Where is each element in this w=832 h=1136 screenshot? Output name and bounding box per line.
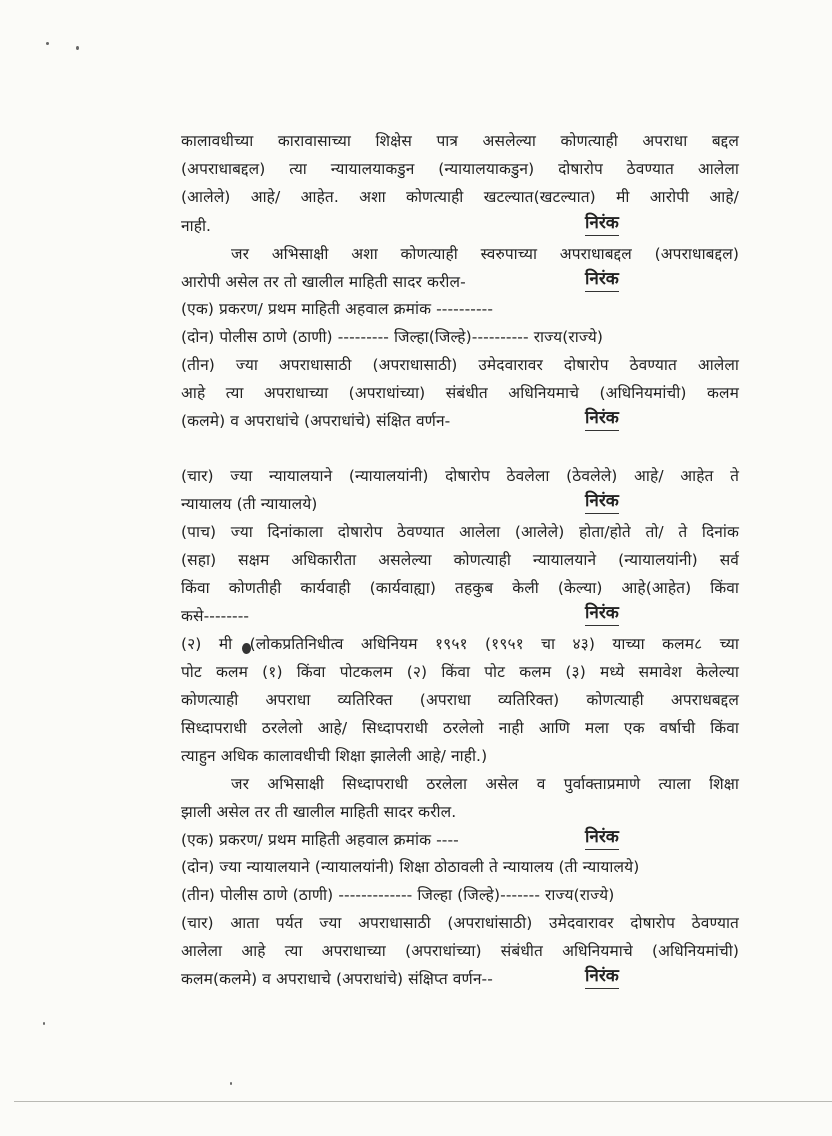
nirank-label: निरंक — [585, 603, 619, 626]
text-line: कलम(कलमे) व अपराधाचे (अपराधांचे) संक्षिप्त वर्णन-- — [181, 970, 493, 988]
nirank-label: निरंक — [585, 966, 619, 989]
nirank-label: निरंक — [585, 491, 619, 514]
text-line: झाली असेल तर ती खालील माहिती सादर करील. — [181, 803, 457, 821]
text-line: जर अभिसाक्षी सिध्दापराधी ठरलेला असेल व पुर्वाक्ताप्रमाणे त्याला शिक्षा — [231, 775, 739, 793]
text-line: आलेला आहे त्या अपराधाच्या (अपराधांच्या) संबंधीत अधिनियमाचे (अधिनियमांची) — [181, 942, 739, 960]
text-line: कालावधीच्या कारावासाच्या शिक्षेस पात्र असलेल्या कोणत्याही अपराधा बद्दल — [181, 132, 739, 150]
text-line: (एक) प्रकरण/ प्रथम माहिती अहवाल क्रमांक ---- — [181, 831, 459, 849]
text-line: सिध्दापराधी ठरलेलो आहे/ सिध्दापराधी ठरलेलो नाही आणि मला एक वर्षाची किंवा — [181, 719, 739, 737]
text-line: (तीन) पोलीस ठाणे (ठाणी) ------------- जिल्हा (जिल्हे)------- राज्य(राज्ये) — [181, 886, 615, 904]
scan-speck — [76, 46, 79, 50]
nirank-label: निरंक — [585, 827, 619, 850]
text-line: किंवा कोणतीही कार्यवाही (कार्यवाह्या) तहकुब केली (केल्या) आहे(आहेत) किंवा — [181, 579, 739, 597]
text-line: (अपराधाबद्दल) त्या न्यायालयाकडुन (न्यायालयाकडुन) दोषारोप ठेवण्यात आलेला — [181, 160, 739, 178]
text-line: कोणत्याही अपराधा व्यतिरिक्त (अपराधा व्यतिरिक्त) कोणत्याही अपराधबद्दल — [181, 691, 739, 709]
text-line: (पाच) ज्या दिनांकाला दोषारोप ठेवण्यात आलेला (आलेले) होता/होते तो/ ते दिनांक — [181, 523, 739, 541]
scan-speck — [230, 1082, 232, 1085]
text-line: (सहा) सक्षम अधिकारीता असलेल्या कोणत्याही न्यायालयाने (न्यायालयांनी) सर्व — [181, 551, 739, 569]
text-line: न्यायालय (ती न्यायालये) — [181, 495, 318, 513]
text-line: (एक) प्रकरण/ प्रथम माहिती अहवाल क्रमांक ---------- — [181, 300, 494, 318]
text-line: त्याहुन अधिक कालावधीची शिक्षा झालेली आहे/ नाही.) — [181, 747, 488, 765]
text-line: नाही. — [181, 217, 212, 235]
nirank-label: निरंक — [585, 213, 619, 236]
scan-speck — [46, 42, 49, 45]
text-line: आरोपी असेल तर तो खालील माहिती सादर करील- — [181, 273, 466, 291]
text-line: (दोन) ज्या न्यायालयाने (न्यायालयांनी) शिक्षा ठोठावली ते न्यायालय (ती न्यायालये) — [181, 858, 640, 876]
text-line: पोट कलम (१) किंवा पोटकलम (२) किंवा पोट कलम (३) मध्ये समावेश केलेल्या — [181, 663, 739, 681]
scan-speck — [43, 1022, 45, 1025]
text-line: (कलमे) व अपराधांचे (अपराधांचे) संक्षित वर्णन- — [181, 412, 451, 430]
text-line: (दोन) पोलीस ठाणे (ठाणी) --------- जिल्हा(जिल्हे)---------- राज्य(राज्ये) — [181, 328, 604, 346]
nirank-label: निरंक — [585, 269, 619, 292]
scan-edge-line — [14, 1101, 832, 1102]
text-line: कसे-------- — [181, 607, 250, 625]
text-line: (चार) आता पर्यत ज्या अपराधासाठी (अपराधांसाठी) उमेदवारावर दोषारोप ठेवण्यात — [181, 914, 739, 932]
text-line: आहे त्या अपराधाच्या (अपराधांच्या) संबंधीत अधिनियमाचे (अधिनियमांची) कलम — [181, 384, 739, 402]
text-line: (तीन) ज्या अपराधासाठी (अपराधासाठी) उमेदवारावर दोषारोप ठेवण्यात आलेला — [181, 356, 739, 374]
nirank-label: निरंक — [585, 408, 619, 431]
text-line: (चार) ज्या न्यायालयाने (न्यायालयांनी) दोषारोप ठेवलेला (ठेवलेले) आहे/ आहेत ते — [181, 467, 739, 485]
text-line: (आलेले) आहे/ आहेत. अशा कोणत्याही खटल्यात(खटल्यात) मी आरोपी आहे/ — [181, 188, 739, 206]
text-line: (२) मी (लोकप्रतिनिधीत्व अधिनियम १९५१ (१९५१ चा ४३) याच्या कलम८ च्या — [181, 635, 739, 653]
text-line: जर अभिसाक्षी अशा कोणत्याही स्वरुपाच्या अपराधाबद्दल (अपराधाबद्दल) — [231, 245, 739, 263]
